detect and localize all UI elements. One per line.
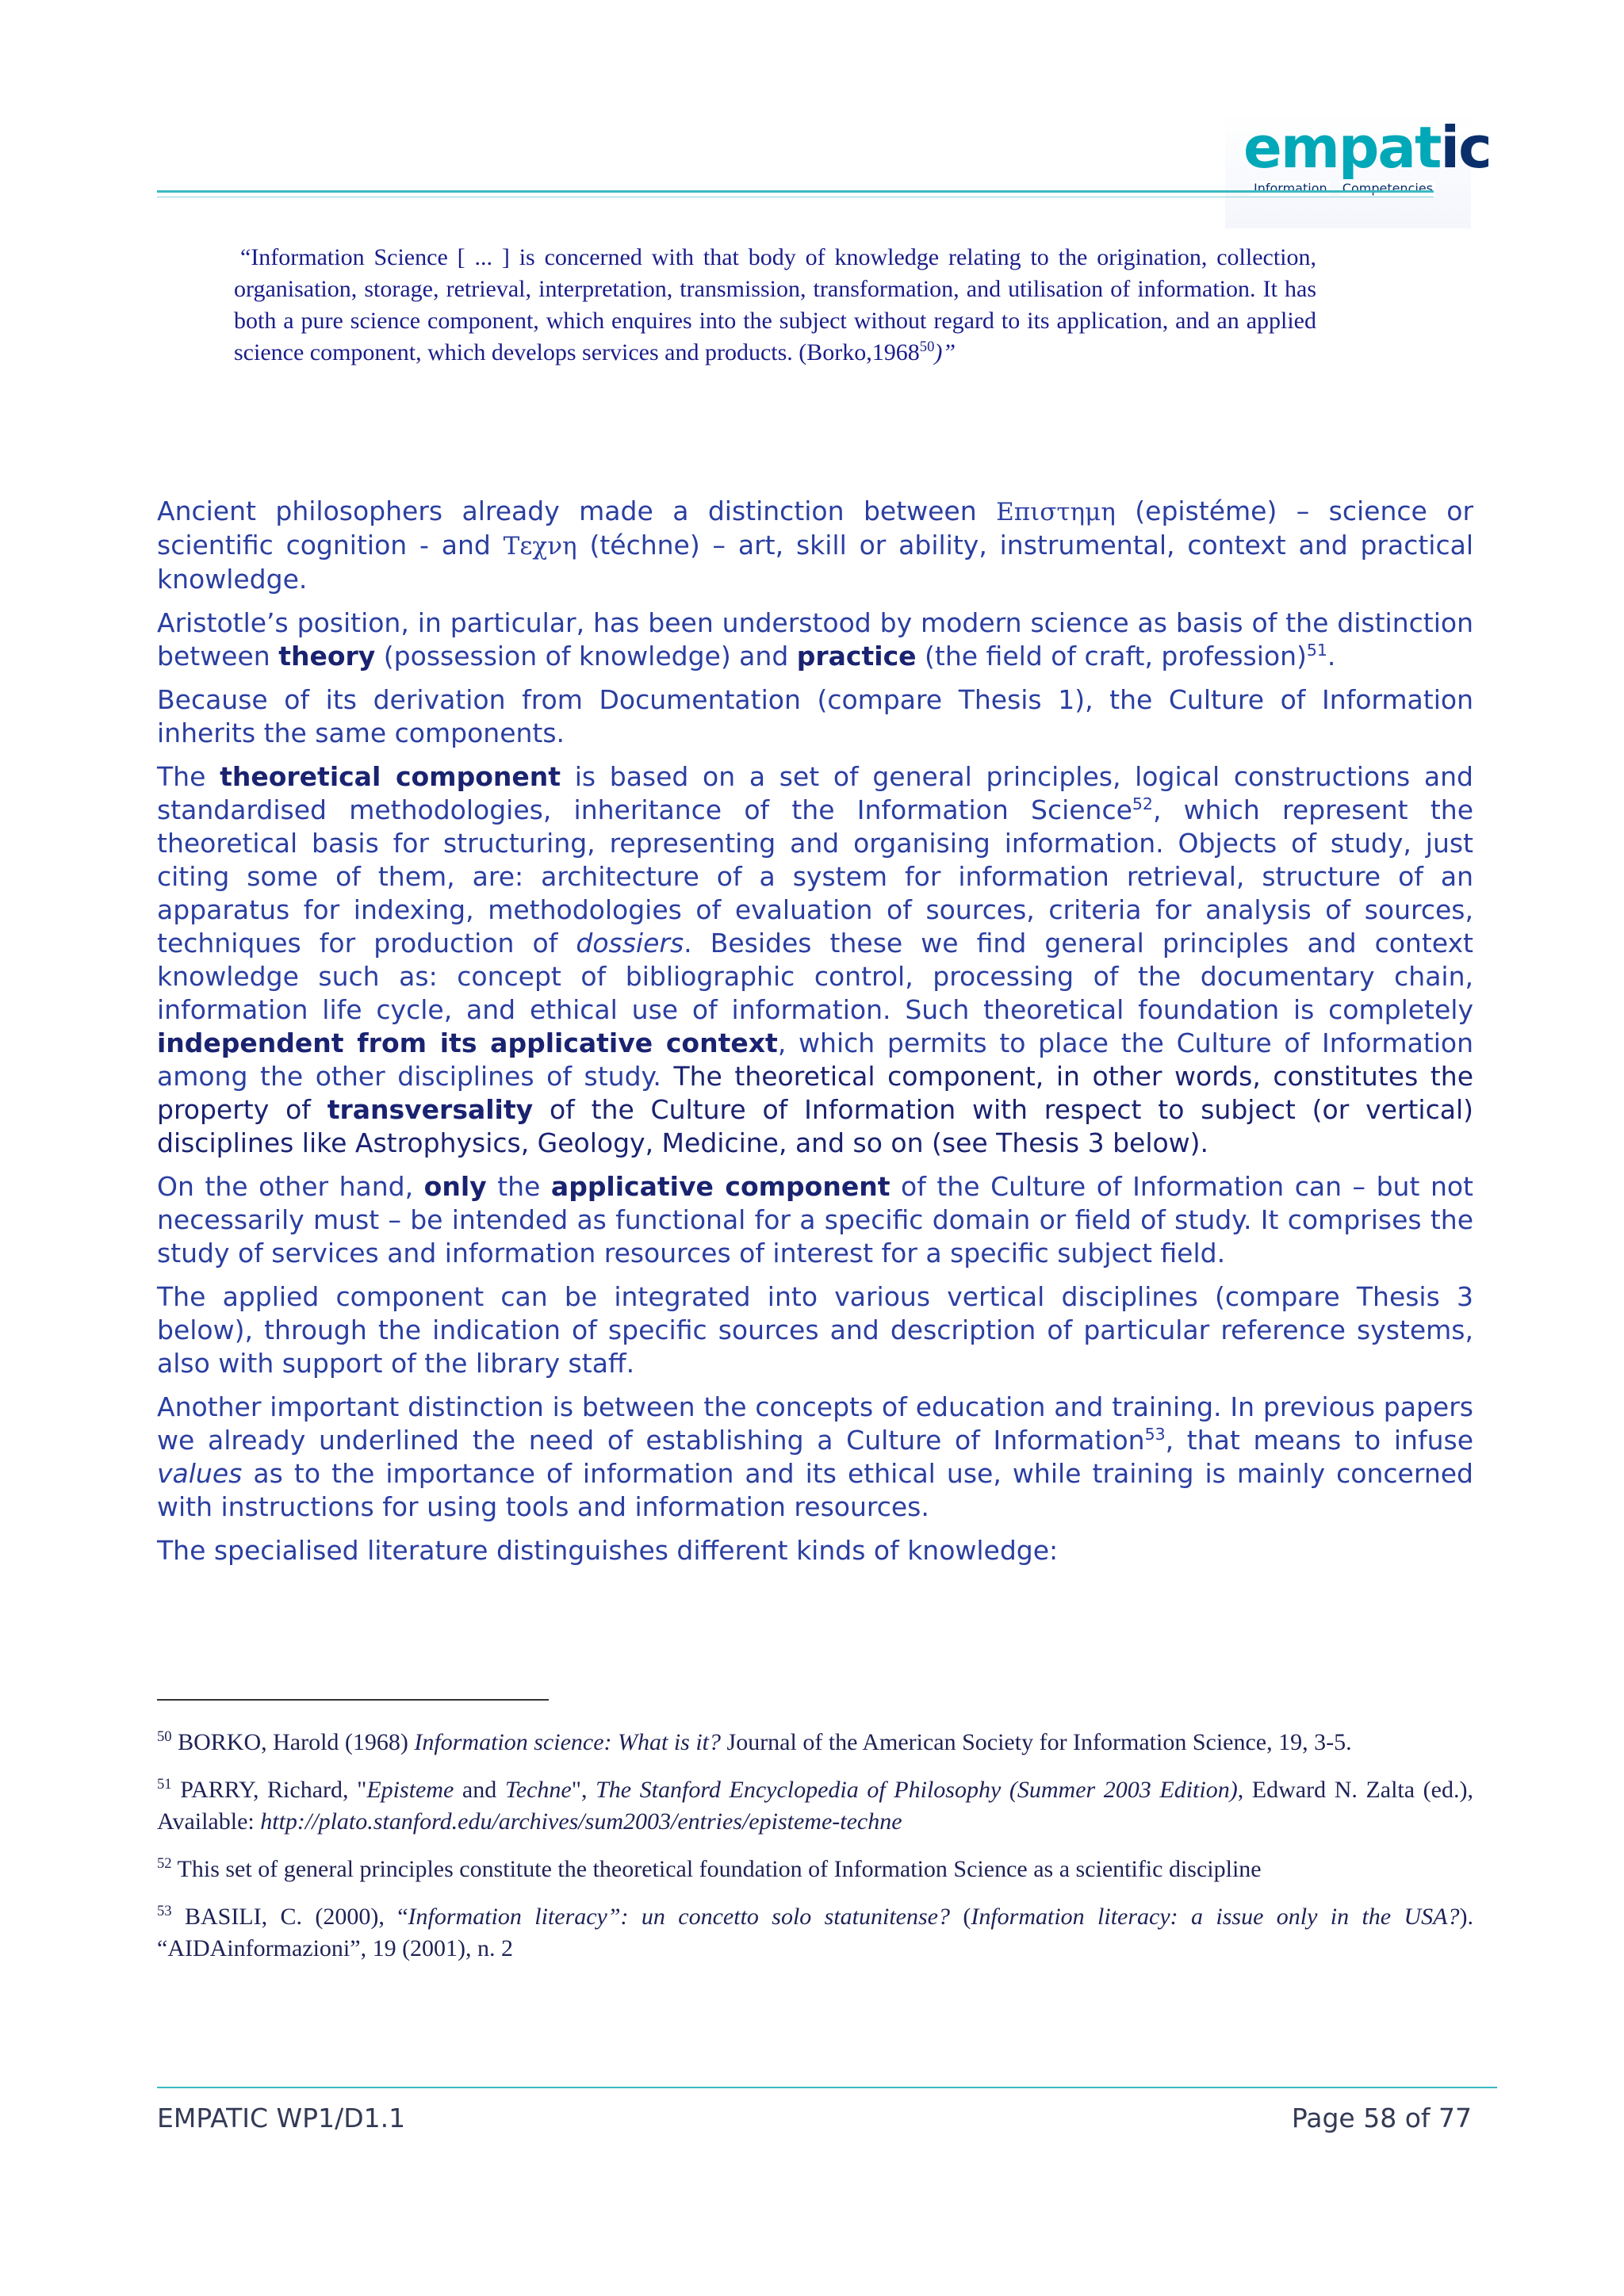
footnote-separator	[157, 1699, 549, 1701]
term-theory: theory	[278, 641, 376, 672]
term-values: values	[157, 1458, 243, 1489]
term-practice: practice	[796, 641, 917, 672]
greek-techne: Τεχνη	[503, 532, 577, 561]
footnote-ref-53[interactable]: 53	[1144, 1425, 1166, 1444]
footnote-51-url[interactable]: http://plato.stanford.edu/archives/sum2003/entries/episteme-techne	[260, 1808, 902, 1835]
body-text	[157, 495, 1473, 1578]
footnote-51: $^{51}$ PARRY, Richard, "Episteme and Techne", The Stanford Encyclopedia of Philosophy (Summer 2003 Edition), Edward N. Zalta (ed.), Available: http://plato.stanford.edu/archives/sum2003/entries/episteme-techne	[157, 1776, 1473, 1835]
footer-rule	[157, 2087, 1497, 2088]
logo-tag-competencies: Competencies	[1340, 181, 1435, 196]
footnote-ref-50[interactable]: 50	[919, 339, 935, 355]
borko-quote: “Information Science [ ... ] is concerned with that body of knowledge relating to the origination, collection, organisation, storage, retrieval, interpretation, transmission, transformation, and utilisation of information. It has both a pure science component, which enquires into the subject without regard to its application, and an applied science component, which develops services and products. (Borko,1968$^{50}$)”	[234, 244, 1316, 365]
greek-episteme: Επιστημη	[996, 498, 1116, 526]
footnote-ref-51[interactable]: 51	[1306, 641, 1327, 660]
paragraph-kinds-of-knowledge: The specialised literature distinguishes different kinds of knowledge:	[157, 1535, 1059, 1566]
paragraph-aristotle: Aristotle’s position, in particular, has been understood by modern science as basis of the distinction between theory (possession of knowledge) and practice (the field of craft, profession)$^{51}$.	[157, 607, 1473, 672]
footnote-50: $^{50}$ BORKO, Harold (1968) Information science: What is it? Journal of the American Society for Information Science, 19, 3-5.	[157, 1728, 1352, 1755]
term-theoretical-component: theoretical component	[220, 761, 561, 792]
paragraph-derivation: Because of its derivation from Documentation (compare Thesis 1), the Culture of Information inherits the same components.	[157, 684, 1473, 748]
footnote-52: $^{52}$ This set of general principles constitute the theoretical foundation of Information Science as a scientific discipline	[157, 1855, 1262, 1882]
logo-tag-information: Information	[1251, 181, 1330, 196]
paragraph-ancient-philosophers: Ancient philosophers already made a distinction between Επιστημη (epistéme) – science or scientific cognition - and Τεχνη (téchne) – art, skill or ability, instrumental, context and practical knowledge.	[157, 496, 1474, 595]
paragraph-applicative-component: On the other hand, only the applicative component of the Culture of Information can – but not necessarily must – be intended as functional for a specific domain or field of study. It comprises the study of services and information resources of interest for a specific subject field.	[157, 1171, 1473, 1269]
term-dossiers: dossiers	[576, 928, 684, 959]
term-applicative-component: applicative component	[550, 1171, 891, 1202]
footer-document-id: EMPATIC WP1/D1.1	[157, 2103, 406, 2133]
footnote-53: $^{53}$ BASILI, C. (2000), “Information literacy”: un concetto solo statunitense? (Information literacy: a issue only in the USA?). “AIDAinformazioni”, 19 (2001), n. 2	[157, 1903, 1473, 1961]
footnote-ref-52[interactable]: 52	[1132, 794, 1153, 813]
paragraph-theoretical-component: The theoretical component is based on a set of general principles, logical constructions and standardised methodologies, inheritance of the Information Science$^{52}$, which represent the theoretical basis for structuring, representing and organising information. Objects of study, just citing some of them, are: architecture of a system for information retrieval, structure of an apparatus for indexing, methodologies of evaluation of sources, criteria for analysis of sources, techniques for production of dossiers. Besides these we find general principles and context knowledge such as: concept of bibliographic control, processing of the documentary chain, information life cycle, and ethical use of information. Such theoretical foundation is completely independent from its applicative context, which permits to place the Culture of Information among the other disciplines of study. The theoretical component, in other words, constitutes the property of transversality of the Culture of Information with respect to subject (or vertical) disciplines like Astrophysics, Geology, Medicine, and so on (see Thesis 3 below).	[157, 761, 1474, 1158]
header-rule	[157, 190, 1434, 193]
footer-page-number: Page 58 of 77	[1291, 2103, 1472, 2133]
footnotes	[157, 1727, 1473, 1980]
paragraph-applied-component: The applied component can be integrated into various vertical disciplines (compare Thesis 3 below), through the indication of specific sources and description of particular reference systems, also with support of the library staff.	[157, 1281, 1473, 1379]
term-independent: independent from its applicative context	[157, 1027, 778, 1058]
empatic-logo: empatic	[1243, 114, 1491, 181]
logo-tagline	[1251, 181, 1435, 195]
paragraph-education-training: Another important distinction is between the concepts of education and training. In previous papers we already underlined the need of establishing a Culture of Information$^{53}$, that means to infuse values as to the importance of information and its ethical use, while training is mainly concerned with instructions for using tools and information resources.	[157, 1391, 1474, 1522]
term-transversality: transversality	[327, 1094, 534, 1125]
term-only: only	[423, 1171, 487, 1202]
